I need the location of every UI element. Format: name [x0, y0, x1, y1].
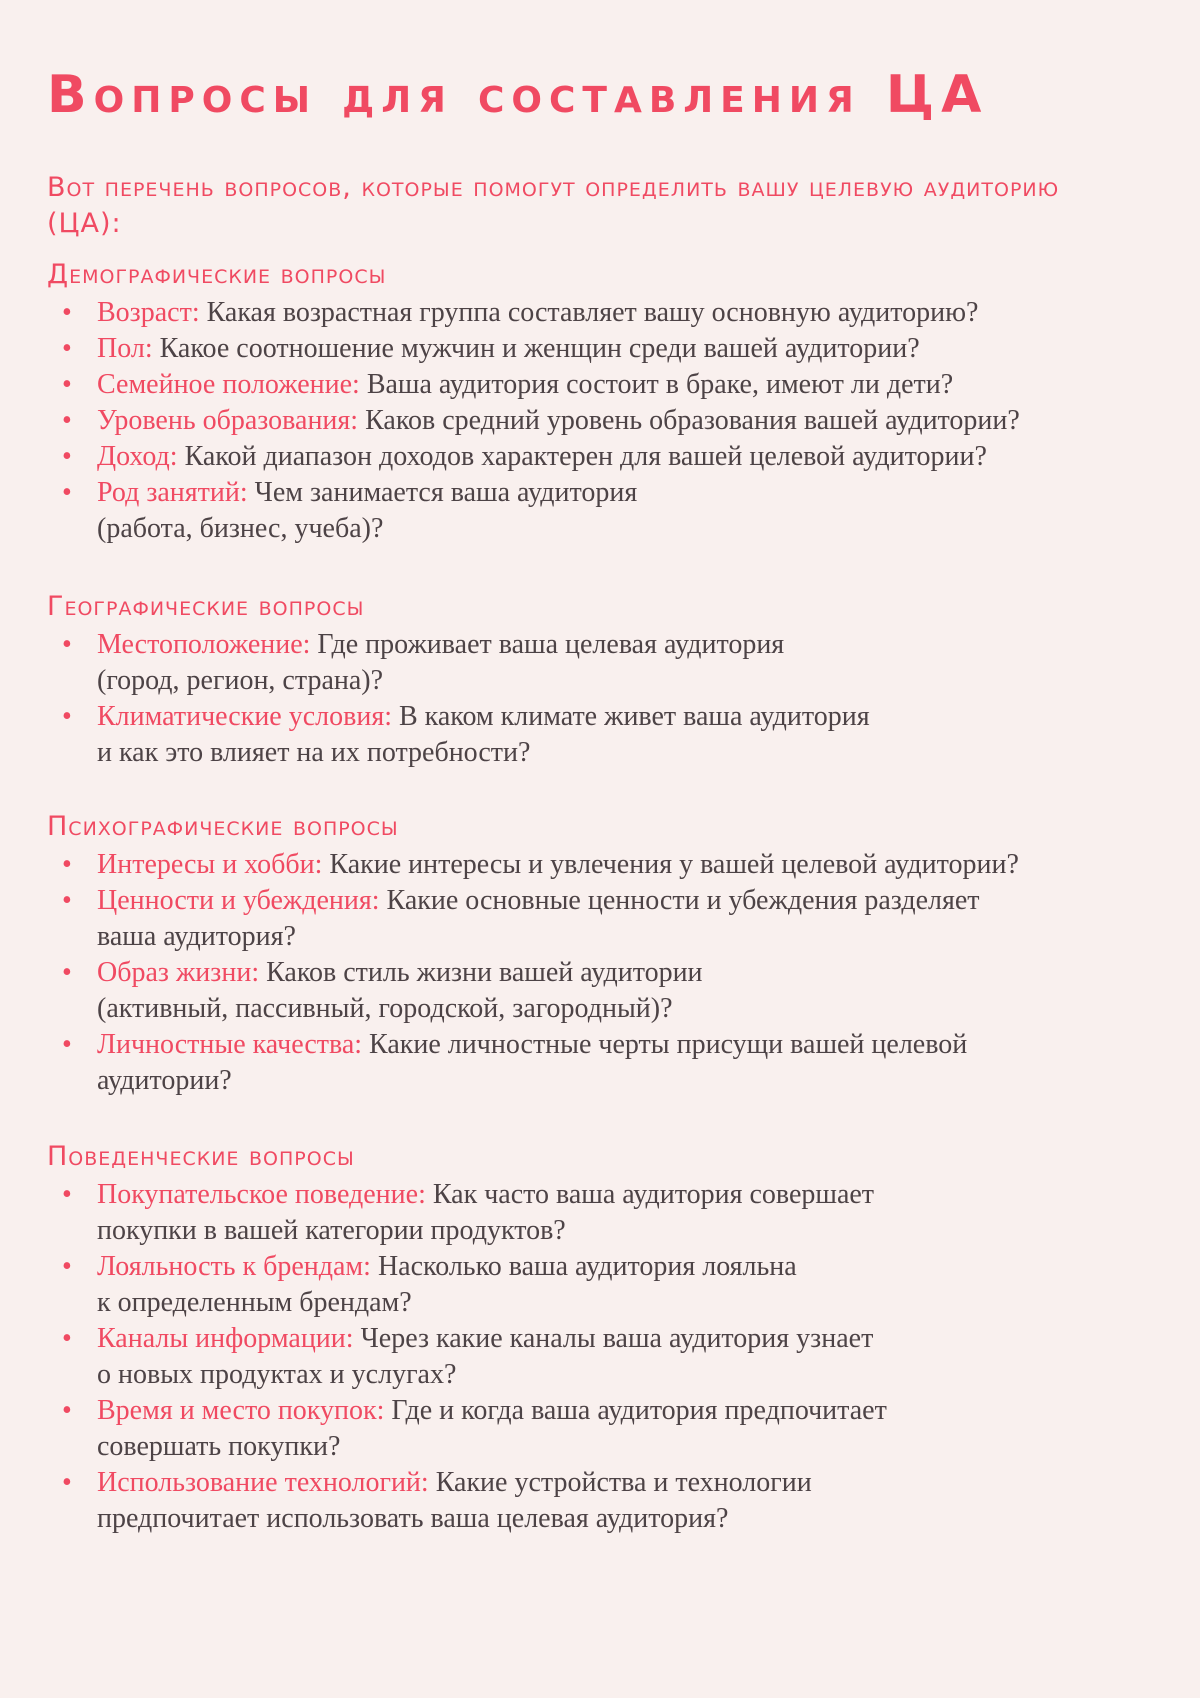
item-text: Каков средний уровень образования вашей аудитории?: [358, 405, 1020, 436]
section-psychographic: [47, 810, 1167, 1099]
item-text: Где проживает ваша целевая аудитория: [310, 629, 785, 660]
list-item: [47, 403, 1167, 439]
item-text-continued: аудитории?: [97, 1065, 232, 1096]
list-item: [47, 367, 1167, 403]
item-text: Где и когда ваша аудитория предпочитает: [384, 1395, 887, 1426]
item-term: Возраст:: [97, 297, 200, 328]
item-term: Род занятий:: [97, 477, 248, 508]
item-text: Через какие каналы ваша аудитория узнает: [353, 1323, 874, 1354]
section-heading: Географические вопросы: [47, 591, 365, 622]
item-text-continued: о новых продуктах и услугах?: [97, 1359, 457, 1390]
item-text-continued: покупки в вашей категории продуктов?: [97, 1215, 566, 1246]
list-item: [47, 1027, 1167, 1099]
item-term: Климатические условия:: [97, 701, 392, 732]
bullet-icon: •: [62, 1395, 72, 1426]
item-term: Пол:: [97, 333, 153, 364]
list-item: [47, 627, 1167, 699]
item-text: Какие устройства и технологии: [428, 1467, 812, 1498]
question-list: [47, 627, 1167, 771]
item-text-continued: совершать покупки?: [97, 1431, 341, 1462]
item-term: Местоположение:: [97, 629, 311, 660]
bullet-icon: •: [62, 477, 72, 508]
item-term: Образ жизни:: [97, 957, 260, 988]
item-term: Уровень образования:: [97, 405, 359, 436]
item-term: Лояльность к брендам:: [97, 1251, 371, 1282]
bullet-icon: •: [62, 441, 72, 472]
list-item: [47, 1393, 1167, 1465]
item-text: Какой диапазон доходов характерен для вашей целевой аудитории?: [177, 441, 987, 472]
item-term: Использование технологий:: [97, 1467, 429, 1498]
bullet-icon: •: [62, 1029, 72, 1060]
item-text: Какие основные ценности и убеждения разделяет: [379, 885, 980, 916]
item-text: Насколько ваша аудитория лояльна: [370, 1251, 797, 1282]
list-item: [47, 1177, 1167, 1249]
intro-text: Вот перечень вопросов, которые помогут определить вашу целевую аудиторию (ЦА):: [47, 172, 1060, 239]
list-item: [47, 883, 1167, 955]
item-text: Ваша аудитория состоит в браке, имеют ли дети?: [359, 369, 954, 400]
section-heading: Поведенческие вопросы: [47, 1141, 355, 1172]
bullet-icon: •: [62, 369, 72, 400]
item-text: Какая возрастная группа составляет вашу основную аудиторию?: [199, 297, 979, 328]
bullet-icon: •: [62, 885, 72, 916]
section-heading: Демографические вопросы: [47, 259, 387, 290]
item-text-continued: к определенным брендам?: [97, 1287, 412, 1318]
page-title: Вопросы для составления ЦА: [47, 65, 989, 125]
item-text-continued: (работа, бизнес, учеба)?: [97, 513, 384, 544]
item-term: Личностные качества:: [97, 1029, 363, 1060]
item-text: Как часто ваша аудитория совершает: [425, 1179, 875, 1210]
section-demographic: [47, 258, 1167, 547]
item-text: Какие интересы и увлечения у вашей целевой аудитории?: [322, 849, 1019, 880]
list-item: [47, 955, 1167, 1027]
bullet-icon: •: [62, 1323, 72, 1354]
bullet-icon: •: [62, 297, 72, 328]
item-text: Какое соотношение мужчин и женщин среди вашей аудитории?: [152, 333, 920, 364]
item-term: Интересы и хобби:: [97, 849, 323, 880]
item-text: Чем занимается ваша аудитория: [247, 477, 638, 508]
bullet-icon: •: [62, 701, 72, 732]
item-text-continued: ваша аудитория?: [97, 921, 296, 952]
bullet-icon: •: [62, 1467, 72, 1498]
bullet-icon: •: [62, 1179, 72, 1210]
list-item: [47, 331, 1167, 367]
item-text: Какие личностные черты присущи вашей целевой: [362, 1029, 968, 1060]
bullet-icon: •: [62, 1251, 72, 1282]
section-heading: Психографические вопросы: [47, 811, 399, 842]
item-term: Ценности и убеждения:: [97, 885, 380, 916]
question-list: [47, 847, 1167, 1099]
item-text: В каком климате живет ваша аудитория: [392, 701, 870, 732]
bullet-icon: •: [62, 957, 72, 988]
item-text-continued: и как это влияет на их потребности?: [97, 737, 531, 768]
list-item: [47, 1249, 1167, 1321]
bullet-icon: •: [62, 405, 72, 436]
item-text-continued: (активный, пассивный, городской, загородный)?: [97, 993, 673, 1024]
bullet-icon: •: [62, 333, 72, 364]
section-geographic: [47, 590, 1167, 771]
list-item: [47, 295, 1167, 331]
section-behavioral: [47, 1140, 1167, 1537]
item-term: Покупательское поведение:: [97, 1179, 426, 1210]
item-term: Время и место покупок:: [97, 1395, 385, 1426]
list-item: [47, 847, 1167, 883]
bullet-icon: •: [62, 849, 72, 880]
item-term: Доход:: [97, 441, 178, 472]
item-text-continued: (город, регион, страна)?: [97, 665, 384, 696]
question-list: [47, 295, 1167, 547]
bullet-icon: •: [62, 629, 72, 660]
list-item: [47, 475, 1167, 547]
list-item: [47, 699, 1167, 771]
list-item: [47, 1465, 1167, 1537]
question-list: [47, 1177, 1167, 1537]
item-text: Каков стиль жизни вашей аудитории: [259, 957, 703, 988]
list-item: [47, 439, 1167, 475]
item-term: Семейное положение:: [97, 369, 360, 400]
item-text-continued: предпочитает использовать ваша целевая аудитория?: [97, 1503, 729, 1534]
list-item: [47, 1321, 1167, 1393]
item-term: Каналы информации:: [97, 1323, 354, 1354]
